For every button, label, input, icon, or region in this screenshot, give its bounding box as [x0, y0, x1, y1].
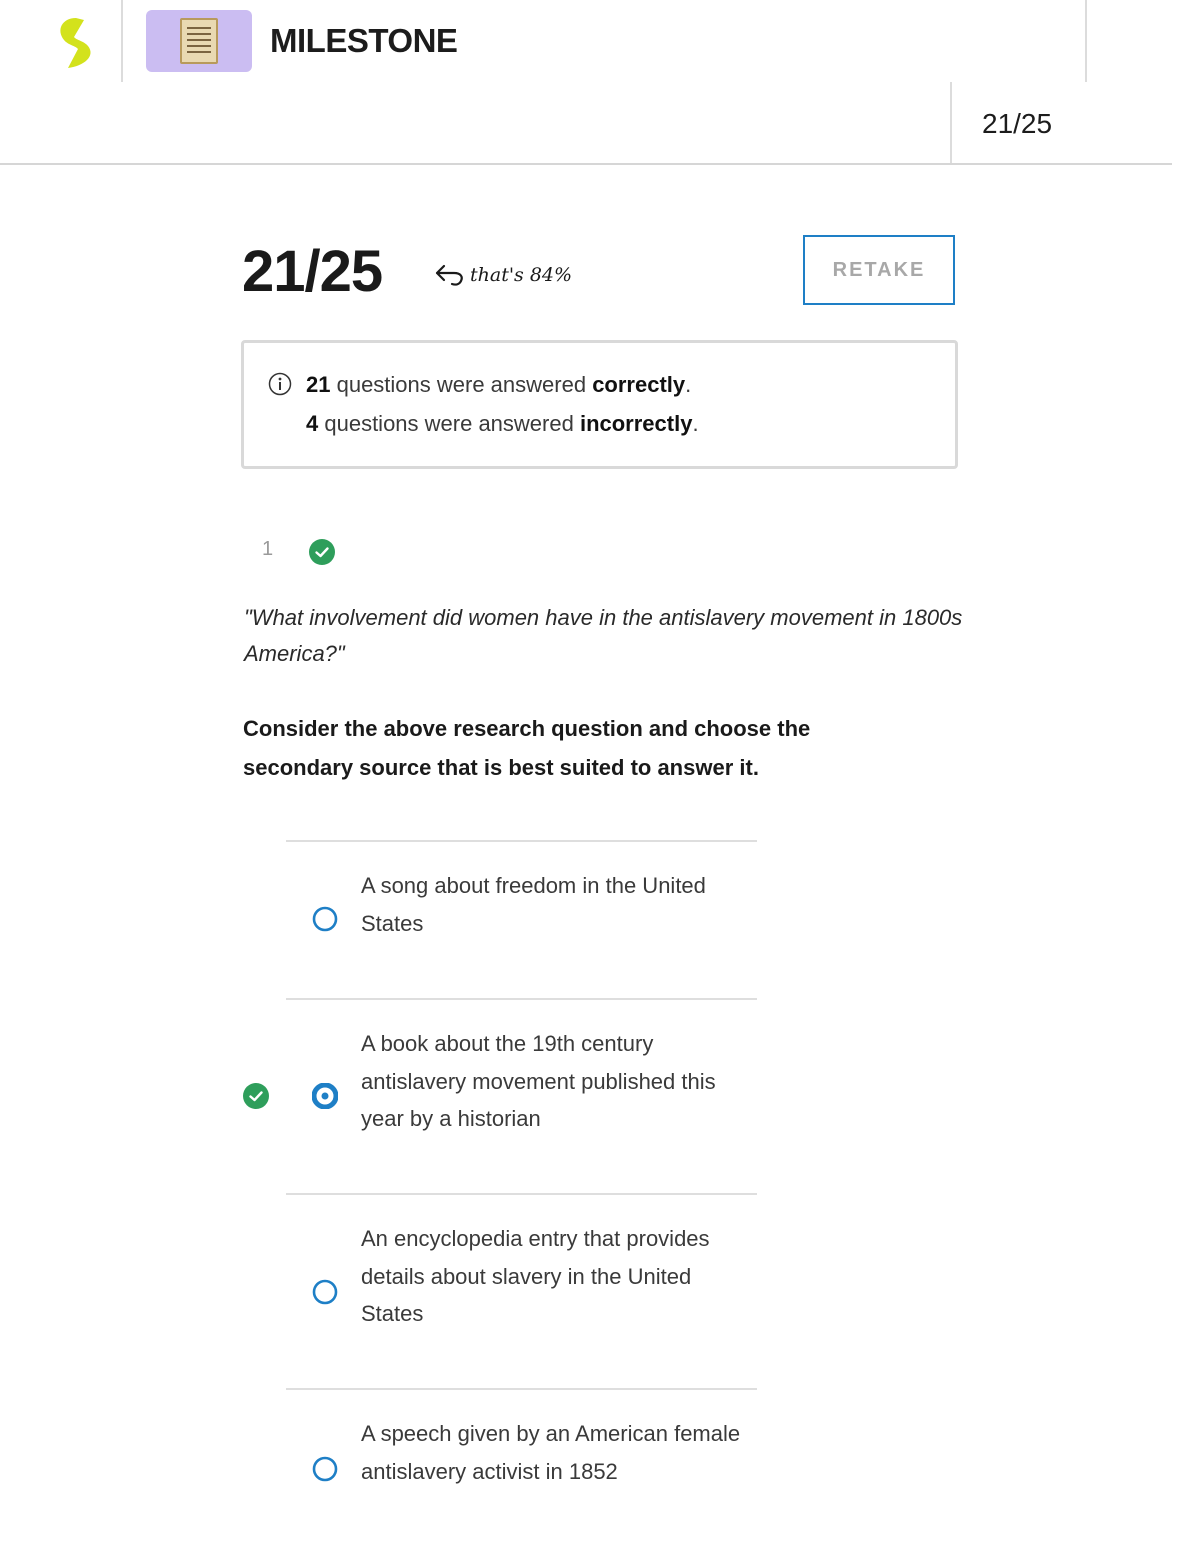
question-number: 1 — [262, 538, 274, 560]
summary-text: questions were answered — [330, 372, 593, 397]
score-display: 21/25 — [242, 239, 383, 304]
correct-check-icon — [309, 539, 335, 565]
radio-selected[interactable] — [312, 1083, 338, 1109]
scroll-document-icon — [180, 18, 218, 64]
header-divider — [121, 0, 123, 82]
score-divider — [950, 82, 952, 164]
summary-correct-line — [306, 372, 691, 398]
option-text: A book about the 19th century antislavery movement published this year by a historian — [361, 1031, 716, 1131]
correct-count: 21 — [306, 372, 331, 397]
correct-answer-check-icon — [243, 1083, 269, 1109]
header-divider — [1085, 0, 1087, 82]
info-icon — [268, 372, 292, 396]
radio-unselected[interactable] — [312, 1456, 338, 1482]
summary-period: . — [692, 411, 699, 436]
research-question: "What involvement did women have in the antislavery movement in 1800s America?" — [244, 605, 963, 666]
radio-unselected[interactable] — [312, 1279, 338, 1305]
page-title: MILESTONE — [270, 22, 458, 59]
correct-word: correctly — [592, 372, 686, 397]
radio-unselected[interactable] — [312, 906, 338, 932]
option-text: A song about freedom in the United States — [361, 873, 706, 936]
header-bottom-border — [0, 163, 1172, 165]
sophia-logo-icon[interactable] — [54, 16, 98, 70]
results-summary — [241, 340, 958, 469]
milestone-thumbnail — [146, 10, 252, 72]
summary-incorrect-line — [306, 411, 699, 437]
percent-note — [434, 262, 572, 288]
summary-period: . — [685, 372, 692, 397]
retake-button[interactable]: RETAKE — [803, 235, 955, 305]
percent-note-text: that's 84% — [470, 264, 573, 286]
incorrect-count: 4 — [306, 411, 319, 436]
question-prompt: Consider the above research question and choose the secondary source that is best suited to answer it. — [243, 716, 811, 780]
option-text: A speech given by an American female antislavery activist in 1852 — [361, 1421, 741, 1484]
incorrect-word: incorrectly — [579, 411, 693, 436]
option-text: An encyclopedia entry that provides details about slavery in the United States — [361, 1226, 710, 1326]
curved-arrow-icon — [434, 262, 466, 288]
summary-text: questions were answered — [318, 411, 580, 436]
header-score: 21/25 — [982, 108, 1053, 139]
